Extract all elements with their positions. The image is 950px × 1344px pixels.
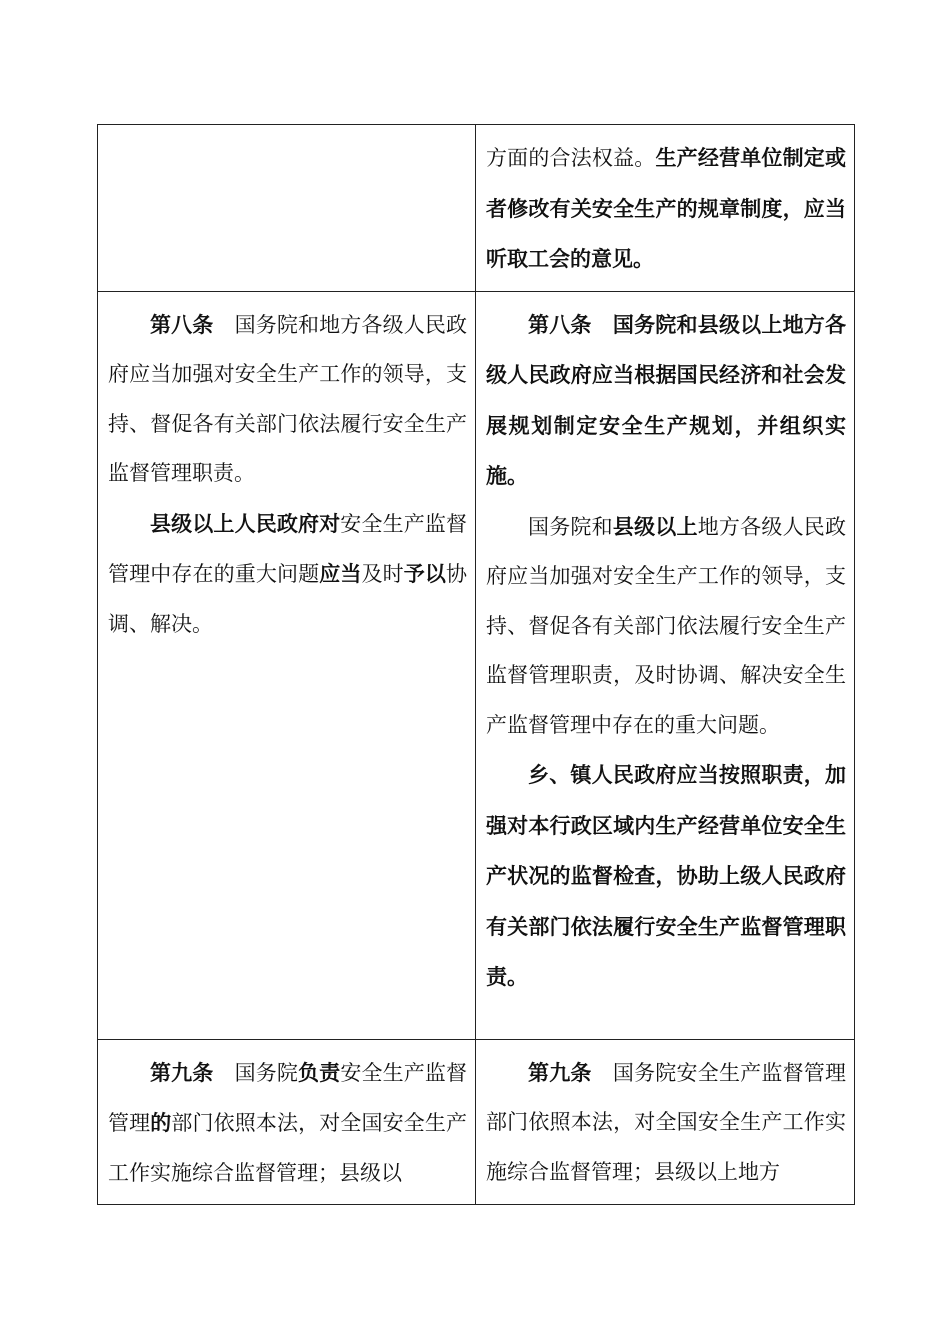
old-text-cell [98, 1039, 476, 1205]
text-run: 国务院和地方各级人民政府应当加强对安全生产工作的领导，支持、督促各有关部门依法履行安全生产监督管理职责。 [108, 312, 468, 485]
bold-text-run: 的 [150, 1110, 172, 1135]
text-run: 方面的合法权益。 [486, 146, 656, 170]
bold-text-run: 国务院和县级以上地方各级人民政府应当根据国民经济和社会发展规划制定安全生产规划，并组织实施。 [486, 311, 847, 488]
text-run: 安全生产监督管理中存在的重大问题 [108, 511, 468, 586]
bold-text-run: 乡、镇人民政府应当按照职责，加强对本行政区域内生产经营单位安全生产状况的监督检查，协助上级人民政府有关部门依法履行安全生产监督管理职责。 [486, 762, 846, 989]
text-run: 地方各级人民政府应当加强对安全生产工作的领导，支持、督促各有关部门依法履行安全生产监督管理职责 [486, 514, 847, 687]
text-run: 国务院和 [528, 514, 613, 539]
paragraph [108, 300, 467, 499]
text-run: 部门依照本法，对全国安全生产工作实施综合监督管理；县级以 [108, 1111, 467, 1185]
new-text-cell [476, 1039, 855, 1205]
paragraph [486, 133, 846, 285]
text-run: 国务院安全生产监督管理部门依照本法，对全国安全生产工作实施综合监督管理；县级以上地方 [486, 1060, 847, 1184]
bold-text-run: 负责 [298, 1059, 341, 1085]
paragraph [486, 300, 846, 502]
bold-text-run: 生产经营单位制定或者修改有关安全生产的规章制度，应当听取工会的意见。 [486, 145, 846, 271]
bold-text-run: 予以 [403, 561, 446, 586]
text-run: 安全生产监督管理 [108, 1060, 468, 1135]
table-row [98, 1039, 855, 1205]
old-text-cell [98, 125, 476, 292]
bold-text-run: 应当 [319, 561, 362, 586]
old-text-cell [98, 291, 476, 1039]
paragraph [486, 502, 846, 751]
law-comparison-table [97, 124, 855, 1205]
bold-text-run: 第九条 [150, 1059, 214, 1085]
bold-text-run: 第九条 [528, 1059, 592, 1085]
table-row [98, 125, 855, 292]
bold-text-run: 第八条 [150, 311, 214, 337]
bold-text-run: 县级以上人民政府对 [150, 510, 341, 536]
paragraph [486, 750, 846, 1003]
paragraph [108, 499, 467, 650]
new-text-cell [476, 291, 855, 1039]
text-run: 及时 [361, 562, 404, 586]
paragraph [486, 1048, 846, 1198]
bold-text-run: 第八条 [528, 311, 592, 337]
text-run: 协调、解决。 [108, 562, 467, 636]
new-text-cell [476, 125, 855, 292]
text-run: ，及时协调、解决安全生产监督管理中存在的重大问题。 [486, 663, 846, 737]
paragraph [108, 1048, 467, 1199]
table-row [98, 291, 855, 1039]
bold-text-run: 县级以上 [612, 513, 698, 539]
text-run: 国务院 [213, 1060, 299, 1085]
